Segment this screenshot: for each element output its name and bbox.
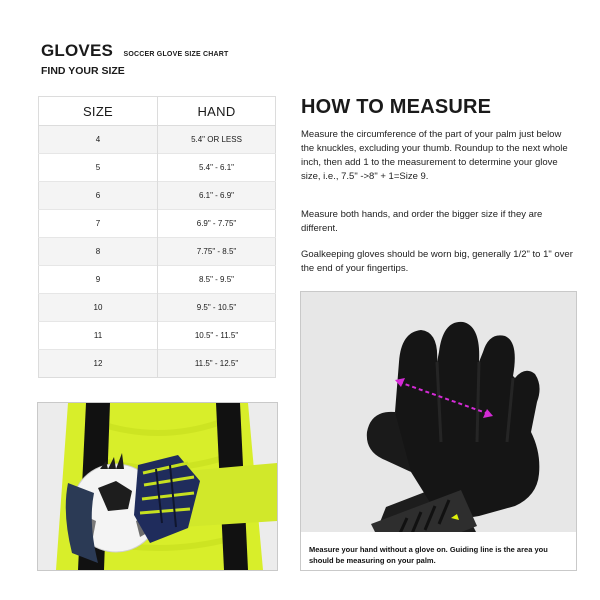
size-cell: 7 <box>39 210 158 238</box>
measure-both-hands-paragraph: Measure both hands, and order the bigger size if they are different. <box>301 209 543 234</box>
size-cell: 9 <box>39 266 158 294</box>
hand-cell: 6.9" - 7.75" <box>158 210 276 238</box>
hand-cell: 5.4" - 6.1" <box>158 154 276 182</box>
size-cell: 11 <box>39 322 158 350</box>
hand-column-header: HAND <box>158 97 276 126</box>
goalkeeper-photo <box>37 402 278 571</box>
size-chart-header-row <box>39 97 276 126</box>
measuring-caption: Measure your hand without a glove on. Guiding line is the area you should be measuring on your palm. <box>309 545 548 565</box>
hand-cell: 7.75" - 8.5" <box>158 238 276 266</box>
size-chart-row <box>39 322 276 350</box>
measuring-photo <box>300 291 577 571</box>
size-cell: 10 <box>39 294 158 322</box>
size-chart-row <box>39 350 276 378</box>
how-to-measure-heading: HOW TO MEASURE <box>301 96 492 118</box>
hand-cell: 8.5" - 9.5" <box>158 266 276 294</box>
goalkeeper-holding-ball-photo-icon <box>38 403 277 570</box>
hand-cell: 5.4" OR LESS <box>158 126 276 154</box>
size-chart-row <box>39 266 276 294</box>
size-chart-row <box>39 294 276 322</box>
size-chart-row <box>39 154 276 182</box>
size-cell: 6 <box>39 182 158 210</box>
hand-cell: 10.5" - 11.5" <box>158 322 276 350</box>
page-title-sub: SOCCER GLOVE SIZE CHART <box>123 51 229 58</box>
measure-instructions-paragraph: Measure the circumference of the part of your palm just below the knuckles, excluding your thumb. Roundup to the next whole inch, then add 1 to the measurement to determine your glove size, i.e., 7.5" ->8" + 1=Size 9. <box>301 129 568 182</box>
goalkeeping-fit-paragraph: Goalkeeping gloves should be worn big, generally 1/2" to 1" over the end of your fingertips. <box>301 249 573 274</box>
size-chart-table <box>38 96 276 378</box>
size-chart-row <box>39 210 276 238</box>
size-cell: 12 <box>39 350 158 378</box>
hand-cell: 11.5" - 12.5" <box>158 350 276 378</box>
page-subtitle: FIND YOUR SIZE <box>41 65 125 77</box>
hand-cell: 9.5" - 10.5" <box>158 294 276 322</box>
size-column-header: SIZE <box>39 97 158 126</box>
hand-cell: 6.1" - 6.9" <box>158 182 276 210</box>
size-chart-row <box>39 126 276 154</box>
black-glove-measuring-photo-icon <box>301 292 576 570</box>
size-chart-row <box>39 182 276 210</box>
size-cell: 4 <box>39 126 158 154</box>
size-cell: 5 <box>39 154 158 182</box>
size-cell: 8 <box>39 238 158 266</box>
page-title: GLOVES <box>41 41 114 60</box>
size-chart-row <box>39 238 276 266</box>
title-row <box>41 41 228 61</box>
